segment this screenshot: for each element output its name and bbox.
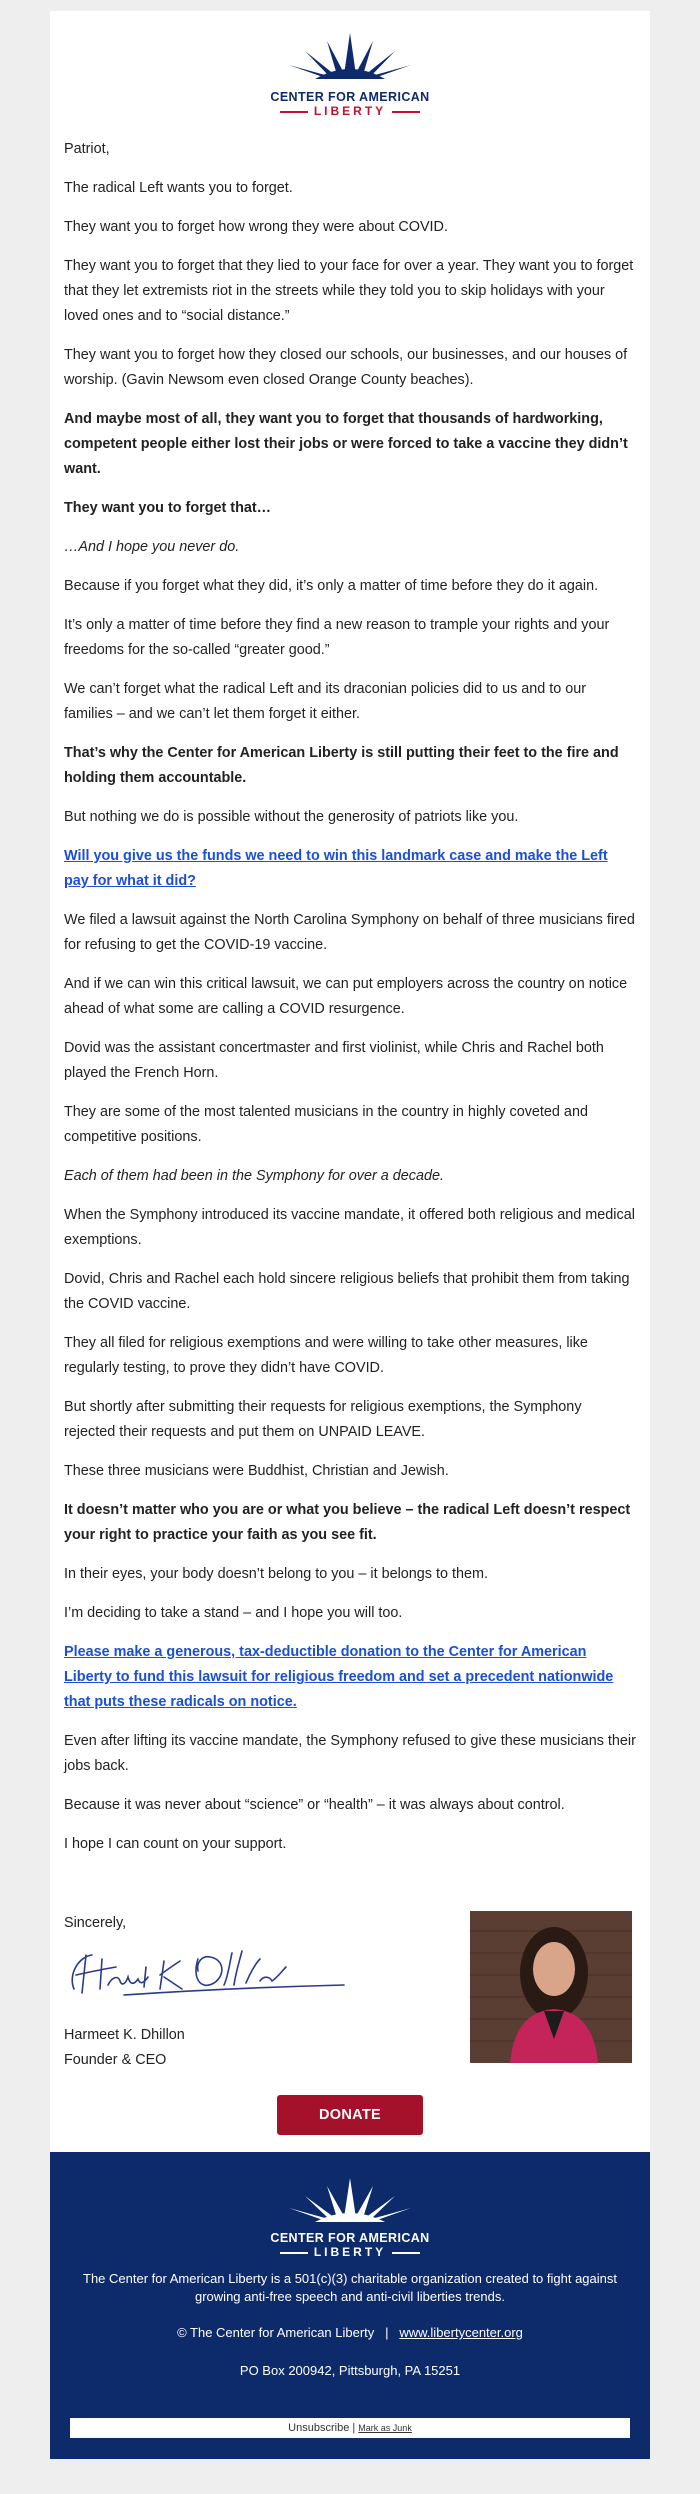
- paragraph: These three musicians were Buddhist, Christian and Jewish.: [64, 1463, 449, 1479]
- paragraph: They want you to forget how wrong they were about COVID.: [64, 219, 448, 235]
- footer-description: The Center for American Liberty is a 501(c)(3) charitable organization created to fight against growing anti-free speech and anti-civil liberties trends.: [83, 2271, 617, 2304]
- paragraph: It’s only a matter of time before they find a new reason to trample your rights and your freedoms for the so-called “greater good.”: [64, 617, 610, 658]
- handwritten-signature: [64, 1941, 354, 2001]
- paragraph: We filed a lawsuit against the North Carolina Symphony on behalf of three musicians fired for refusing to get the COVID-19 vaccine.: [64, 912, 635, 953]
- paragraph: But shortly after submitting their requests for religious exemptions, the Symphony rejected their requests and put them on UNPAID LEAVE.: [64, 1399, 582, 1440]
- logo-rule-left: [280, 2252, 308, 2254]
- paragraph-bold: That’s why the Center for American Liberty is still putting their feet to the fire and holding them accountable.: [64, 745, 619, 786]
- paragraph-bold: It doesn’t matter who you are or what you believe – the radical Left doesn’t respect your right to practice your faith as you see fit.: [64, 1502, 631, 1543]
- mark-as-junk-link[interactable]: Mark as Junk: [358, 2423, 412, 2433]
- unsubscribe-link[interactable]: Unsubscribe: [288, 2422, 350, 2434]
- center-for-american-liberty-logo-footer[interactable]: [245, 2176, 455, 2259]
- paragraph: I’m deciding to take a stand – and I hope you will too.: [64, 1605, 403, 1621]
- sunburst-icon: [245, 29, 455, 85]
- footer-separator: |: [385, 2325, 389, 2340]
- unsubscribe-separator: |: [352, 2422, 356, 2434]
- paragraph: They all filed for religious exemptions and were willing to take other measures, like regularly testing, to prove they didn’t have COVID.: [64, 1335, 588, 1376]
- paragraph: They are some of the most talented musicians in the country in highly coveted and competitive positions.: [64, 1104, 588, 1145]
- paragraph: But nothing we do is possible without the generosity of patriots like you.: [64, 809, 519, 825]
- logo-text-line2: LIBERTY: [313, 104, 387, 118]
- paragraph: Because if you forget what they did, it’s only a matter of time before they do it again.: [64, 578, 599, 594]
- signer-title: Founder & CEO: [64, 2052, 167, 2068]
- unsubscribe-bar: [70, 2418, 630, 2438]
- paragraph: Even after lifting its vaccine mandate, the Symphony refused to give these musicians their jobs back.: [64, 1733, 636, 1774]
- email-footer: [50, 2152, 650, 2459]
- logo-rule-right: [392, 111, 420, 113]
- paragraph-italic: …And I hope you never do.: [64, 539, 240, 555]
- paragraph: The radical Left wants you to forget.: [64, 180, 293, 196]
- sign-off: Sincerely,: [64, 1915, 127, 1931]
- founder-portrait-photo: [470, 1911, 632, 2063]
- footer-copyright: © The Center for American Liberty: [177, 2325, 375, 2340]
- email-card: [50, 11, 650, 2152]
- signer-name: Harmeet K. Dhillon: [64, 2027, 185, 2043]
- logo-text-line1: CENTER FOR AMERICAN: [270, 2231, 430, 2245]
- footer-copyright-row: [50, 2324, 650, 2342]
- website-link[interactable]: www.libertycenter.org: [399, 2325, 523, 2340]
- paragraph-italic: Each of them had been in the Symphony for over a decade.: [64, 1168, 444, 1184]
- paragraph: And if we can win this critical lawsuit, we can put employers across the country on notice ahead of what some are calling a COVID resurgence.: [64, 976, 628, 1017]
- paragraph: Because it was never about “science” or “health” – it was always about control.: [64, 1797, 565, 1813]
- paragraph: They want you to forget how they closed our schools, our businesses, and our houses of worship. (Gavin Newsom even closed Orange County beaches).: [64, 347, 628, 388]
- footer-address: PO Box 200942, Pittsburgh, PA 15251: [239, 2363, 461, 2378]
- donate-link-tax-deductible[interactable]: Please make a generous, tax-deductible donation to the Center for American Liberty to fund this lawsuit for religious freedom and set a precedent nationwide that puts these radicals on notice.: [64, 1644, 614, 1710]
- email-body: [64, 137, 636, 1857]
- donate-button[interactable]: DONATE: [277, 2095, 423, 2135]
- logo-text-line2: LIBERTY: [313, 2245, 387, 2259]
- center-for-american-liberty-logo[interactable]: [245, 29, 455, 118]
- paragraph: When the Symphony introduced its vaccine mandate, it offered both religious and medical exemptions.: [64, 1207, 635, 1248]
- greeting: Patriot,: [64, 141, 110, 157]
- sunburst-icon: [245, 2176, 455, 2226]
- donate-link-landmark-case[interactable]: Will you give us the funds we need to win this landmark case and make the Left pay for what it did?: [64, 848, 608, 889]
- logo-rule-right: [392, 2252, 420, 2254]
- paragraph: We can’t forget what the radical Left and its draconian policies did to us and to our families – and we can’t let them forget it either.: [64, 681, 587, 722]
- paragraph: Dovid, Chris and Rachel each hold sincere religious beliefs that prohibit them from taking the COVID vaccine.: [64, 1271, 630, 1312]
- paragraph: In their eyes, your body doesn’t belong to you – it belongs to them.: [64, 1566, 488, 1582]
- logo-rule-left: [280, 111, 308, 113]
- portrait-icon: [470, 1911, 632, 2063]
- logo-text-line1: CENTER FOR AMERICAN: [270, 90, 430, 104]
- paragraph: I hope I can count on your support.: [64, 1836, 287, 1852]
- paragraph: They want you to forget that they lied to your face for over a year. They want you to forget that they let extremists riot in the streets while they told you to skip holidays with your loved ones and to “social distance.”: [64, 258, 634, 324]
- paragraph-bold: And maybe most of all, they want you to forget that thousands of hardworking, competent people either lost their jobs or were forced to take a vaccine they didn’t want.: [64, 411, 628, 477]
- paragraph: Dovid was the assistant concertmaster and first violinist, while Chris and Rachel both played the French Horn.: [64, 1040, 604, 1081]
- paragraph-bold: They want you to forget that…: [64, 500, 272, 516]
